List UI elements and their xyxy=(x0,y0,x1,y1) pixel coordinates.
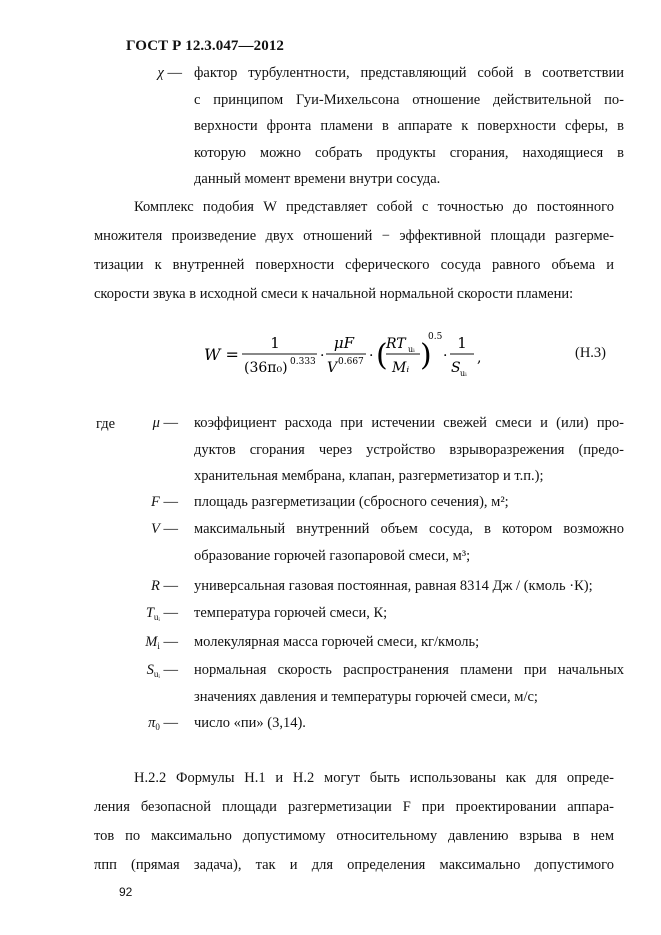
paragraph-line: πпп (прямая задача), так и для определения максимально допустимого xyxy=(94,857,614,873)
formula-comma: , xyxy=(477,350,482,366)
chi-definition-text xyxy=(194,60,624,193)
definition-symbol-subscript: 0 xyxy=(155,722,160,732)
definition-line: дуктов сгорания через устройство взрыворазрежения (предо- xyxy=(194,441,624,458)
document-header: ГОСТ Р 12.3.047—2012 xyxy=(126,38,285,54)
definition-symbol-letter: F xyxy=(151,494,160,510)
definition-symbol-letter: S xyxy=(146,662,154,678)
definition-symbol-letter: R xyxy=(151,578,160,594)
definition-symbol-letter: π xyxy=(148,715,156,731)
paragraph-h22 xyxy=(94,764,614,880)
definition-text xyxy=(194,657,624,710)
definition-text xyxy=(194,710,624,737)
definition-symbol-subscript: uᵢ xyxy=(153,612,160,622)
chi-symbol-text: χ xyxy=(157,65,164,81)
definition-line: температура горючей смеси, К; xyxy=(194,605,388,621)
paragraph-line: ления безопасной площади разгерметизации F при проектировании аппара- xyxy=(94,799,614,815)
definition-symbol: μ — xyxy=(152,415,178,431)
formula-dot-3: · xyxy=(443,348,448,364)
chi-definition-line: которую можно собрать продукты сгорания, находящиеся в xyxy=(194,144,624,161)
formula-f2-denominator: V xyxy=(327,360,338,376)
chi-definition-line: с принципом Гуи-Михельсона отношение действительной по- xyxy=(194,91,624,108)
definition-symbol-subscript: i xyxy=(157,641,160,651)
paragraph-line: Комплекс подобия W представляет собой с точностью до постоянного xyxy=(134,199,614,215)
definition-line: площадь разгерметизации (сбросного сечения), м²; xyxy=(194,494,509,510)
paragraph-line: скорости звука в исходной смеси к начальной нормальной скорости пламени: xyxy=(94,286,574,302)
chi-definition-line: фактор турбулентности, представляющий собой в соответствии xyxy=(194,65,624,81)
definition-symbol: $T_{uᵢ}$ — xyxy=(145,605,178,622)
formula-number: (Н.3) xyxy=(575,345,607,361)
definition-line: нормальная скорость распространения пламени при начальных xyxy=(194,662,624,678)
definition-symbol-letter: V xyxy=(151,521,160,537)
definition-line: хранительная мембрана, клапан, разгерметизатор и т.п.); xyxy=(194,468,544,484)
definition-text xyxy=(194,410,624,490)
formula-lhs: W = xyxy=(204,345,239,364)
formula-f3-exponent: 0.5 xyxy=(428,332,443,342)
definition-text xyxy=(194,600,624,627)
definition-symbol: $M_i$ — xyxy=(145,634,178,651)
formula-f2-numerator: μF xyxy=(333,334,355,352)
definition-symbol-letter: M xyxy=(145,634,158,650)
formula-f4-numerator: 1 xyxy=(457,334,467,352)
definition-symbol: F — xyxy=(151,494,178,510)
definition-symbol-letter: μ xyxy=(152,415,160,431)
formula-f3-subscript: uᵢ xyxy=(408,345,415,354)
definition-text xyxy=(194,573,624,600)
chi-definition-line: верхности фронта пламени в аппарате к поверхности сферы, в xyxy=(194,118,624,134)
formula-f2-exponent: 0.667 xyxy=(338,357,364,367)
paragraph-similarity-complex xyxy=(94,193,614,309)
paragraph-line: множителя произведение двух отношений − эффективной площади разгерме- xyxy=(94,228,614,244)
formula-f3-denominator: Mᵢ xyxy=(392,360,410,376)
definition-line: коэффициент расхода при истечении свежей смеси и (или) про- xyxy=(194,415,624,431)
chi-symbol: χ — xyxy=(157,65,182,81)
paragraph-line: Н.2.2 Формулы Н.1 и Н.2 могут быть использованы как для опреде- xyxy=(134,770,614,786)
formula-f4-denominator: S xyxy=(451,360,461,376)
definition-symbol-letter: T xyxy=(145,605,154,621)
definition-symbol: V — xyxy=(151,521,178,537)
paragraph-line: тизации к внутренней поверхности сферического сосуда равного объема и xyxy=(94,257,614,273)
definition-line: число «пи» (3,14). xyxy=(194,715,306,731)
chi-definition-line: данный момент времени внутри сосуда. xyxy=(194,171,441,187)
where-label: где xyxy=(96,416,116,432)
definition-symbol: $\pi_0$ — xyxy=(148,715,178,732)
formula-f3-numerator: RT xyxy=(386,336,406,352)
formula-f1-numerator: 1 xyxy=(270,334,280,352)
formula-paren-close: ) xyxy=(420,338,432,373)
definition-symbol: R — xyxy=(151,578,178,594)
formula-dot-1: · xyxy=(320,348,325,364)
formula-f1-exponent: 0.333 xyxy=(290,357,316,367)
formula-dot-2: · xyxy=(369,348,374,364)
definition-text xyxy=(194,489,624,516)
definition-text xyxy=(194,516,624,569)
formula-paren-open: ( xyxy=(376,338,388,373)
definition-text xyxy=(194,629,624,656)
page-number: 92 xyxy=(119,885,133,899)
definition-symbol-subscript: uᵢ xyxy=(153,669,160,679)
definition-line: значениях давления и температуры горючей смеси, м/с; xyxy=(194,688,538,705)
formula-h3 xyxy=(200,330,490,380)
formula-f1-denominator: (36π₀) xyxy=(244,360,288,376)
definition-line: молекулярная масса горючей смеси, кг/кмоль; xyxy=(194,634,480,650)
definition-line: образование горючей газопаровой смеси, м³; xyxy=(194,547,471,564)
paragraph-line: тов по максимально допустимому относительному давлению взрыва в нем xyxy=(94,828,614,844)
definition-line: универсальная газовая постоянная, равная 8314 Дж / (кмоль ·К); xyxy=(194,578,593,594)
definition-line: максимальный внутренний объем сосуда, в котором возможно xyxy=(194,521,624,537)
formula-f4-subscript: uᵢ xyxy=(460,369,467,378)
definition-symbol: $S_{uᵢ}$ — xyxy=(146,662,178,679)
